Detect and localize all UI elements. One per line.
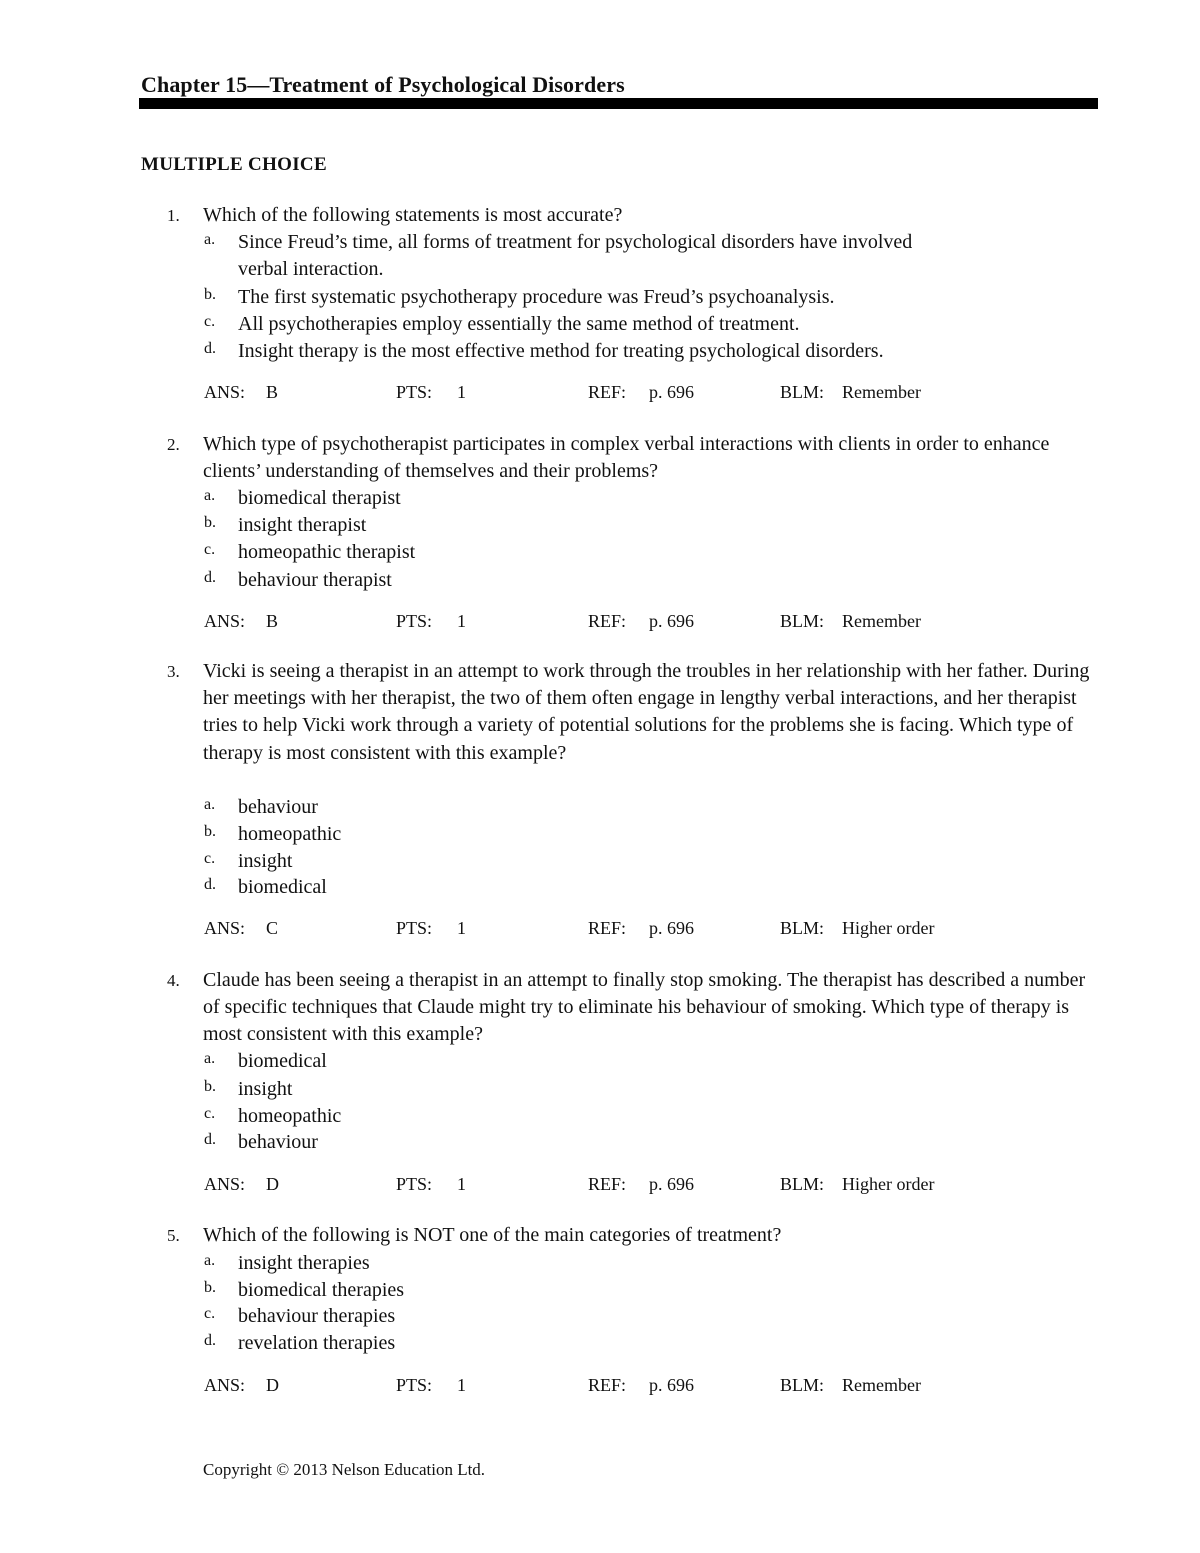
question-number: 5. xyxy=(167,1226,180,1245)
option-text: insight xyxy=(238,850,293,872)
question-number: 1. xyxy=(167,206,180,225)
blm-value: Higher order xyxy=(842,1174,935,1194)
ans-value: C xyxy=(266,918,279,938)
option-text: homeopathic therapist xyxy=(238,541,416,563)
page-title: Chapter 15—Treatment of Psychological Disorders xyxy=(141,72,625,97)
ref-label: REF: xyxy=(588,1174,627,1194)
option-letter: b. xyxy=(204,514,216,531)
option-letter: d. xyxy=(204,340,216,357)
pts-value: 1 xyxy=(457,1375,466,1395)
question-number: 3. xyxy=(167,662,180,681)
question-stem: Which of the following is NOT one of the main categories of treatment? xyxy=(203,1224,782,1246)
option-letter: a. xyxy=(204,796,216,813)
pts-label: PTS: xyxy=(396,1375,433,1395)
blm-value: Higher order xyxy=(842,918,935,938)
ans-label: ANS: xyxy=(204,1174,246,1194)
option-text: The first systematic psychotherapy procedure was Freud’s psychoanalysis. xyxy=(238,286,835,308)
ref-value: p. 696 xyxy=(649,1375,694,1395)
blm-label: BLM: xyxy=(780,1375,825,1395)
option-text: Since Freud’s time, all forms of treatment for psychological disorders have involved verbal interaction. xyxy=(238,231,913,281)
ref-value: p. 696 xyxy=(649,611,694,631)
option-text: insight therapies xyxy=(238,1252,370,1274)
option-text: revelation therapies xyxy=(238,1332,396,1354)
option-letter: b. xyxy=(204,1078,216,1095)
ref-value: p. 696 xyxy=(649,1174,694,1194)
ans-label: ANS: xyxy=(204,611,246,631)
ref-value: p. 696 xyxy=(649,382,694,402)
question-stem: Claude has been seeing a therapist in an attempt to finally stop smoking. The therapist has described a number of specific techniques that Claude might try to eliminate his behaviour of smoking. Which type of therapy is most consistent with this example? xyxy=(203,969,1086,1046)
ref-label: REF: xyxy=(588,918,627,938)
blm-label: BLM: xyxy=(780,382,825,402)
option-text: behaviour xyxy=(238,1131,318,1153)
blm-value: Remember xyxy=(842,382,921,402)
option-letter: c. xyxy=(204,541,216,558)
option-letter: a. xyxy=(204,1252,216,1269)
question-stem: Vicki is seeing a therapist in an attempt to work through the troubles in her relationship with her father. During her meetings with her therapist, the two of them often engage in lengthy verbal interactions, and her therapist tries to help Vicki work through a variety of potential solutions for the problems she is facing. Which type of therapy is most consistent with this example? xyxy=(203,660,1090,764)
pts-value: 1 xyxy=(457,382,466,402)
option-text: behaviour therapies xyxy=(238,1305,396,1327)
ans-label: ANS: xyxy=(204,1375,246,1395)
ans-label: ANS: xyxy=(204,382,246,402)
ans-value: B xyxy=(266,611,279,631)
pts-label: PTS: xyxy=(396,918,433,938)
ref-label: REF: xyxy=(588,611,627,631)
option-text: homeopathic xyxy=(238,823,342,845)
pts-value: 1 xyxy=(457,918,466,938)
option-text: biomedical therapist xyxy=(238,487,401,509)
blm-label: BLM: xyxy=(780,1174,825,1194)
option-letter: d. xyxy=(204,569,216,586)
section-heading: MULTIPLE CHOICE xyxy=(141,154,327,175)
ans-value: D xyxy=(266,1174,279,1194)
option-text: behaviour therapist xyxy=(238,569,392,591)
option-letter: a. xyxy=(204,1050,216,1067)
pts-label: PTS: xyxy=(396,1174,433,1194)
option-letter: d. xyxy=(204,1332,216,1349)
option-letter: a. xyxy=(204,231,216,248)
option-letter: c. xyxy=(204,313,216,330)
option-letter: b. xyxy=(204,286,216,303)
ans-value: B xyxy=(266,382,279,402)
option-letter: c. xyxy=(204,1305,216,1322)
option-letter: b. xyxy=(204,823,216,840)
option-letter: d. xyxy=(204,876,216,893)
option-letter: a. xyxy=(204,487,216,504)
question-stem: Which of the following statements is most accurate? xyxy=(203,204,623,226)
option-text: All psychotherapies employ essentially the same method of treatment. xyxy=(238,313,800,335)
pts-label: PTS: xyxy=(396,382,433,402)
pts-label: PTS: xyxy=(396,611,433,631)
ref-label: REF: xyxy=(588,1375,627,1395)
title-rule xyxy=(139,98,1098,109)
option-text: homeopathic xyxy=(238,1105,342,1127)
ans-value: D xyxy=(266,1375,279,1395)
blm-label: BLM: xyxy=(780,918,825,938)
option-text: insight xyxy=(238,1078,293,1100)
option-letter: c. xyxy=(204,850,216,867)
option-text: biomedical therapies xyxy=(238,1279,405,1301)
option-text: behaviour xyxy=(238,796,318,818)
question-number: 4. xyxy=(167,971,180,990)
blm-value: Remember xyxy=(842,611,921,631)
copyright-footer: Copyright © 2013 Nelson Education Ltd. xyxy=(203,1460,486,1479)
option-text: biomedical xyxy=(238,1050,327,1072)
blm-label: BLM: xyxy=(780,611,825,631)
option-letter: d. xyxy=(204,1131,216,1148)
pts-value: 1 xyxy=(457,1174,466,1194)
option-text: insight therapist xyxy=(238,514,367,536)
question-stem: Which type of psychotherapist participates in complex verbal interactions with clients in order to enhance clients’ understanding of themselves and their problems? xyxy=(203,433,1050,483)
ans-label: ANS: xyxy=(204,918,246,938)
question-number: 2. xyxy=(167,435,180,454)
option-text: Insight therapy is the most effective method for treating psychological disorders. xyxy=(238,340,884,362)
ref-value: p. 696 xyxy=(649,918,694,938)
option-letter: b. xyxy=(204,1279,216,1296)
option-text: biomedical xyxy=(238,876,327,898)
option-letter: c. xyxy=(204,1105,216,1122)
blm-value: Remember xyxy=(842,1375,921,1395)
ref-label: REF: xyxy=(588,382,627,402)
pts-value: 1 xyxy=(457,611,466,631)
